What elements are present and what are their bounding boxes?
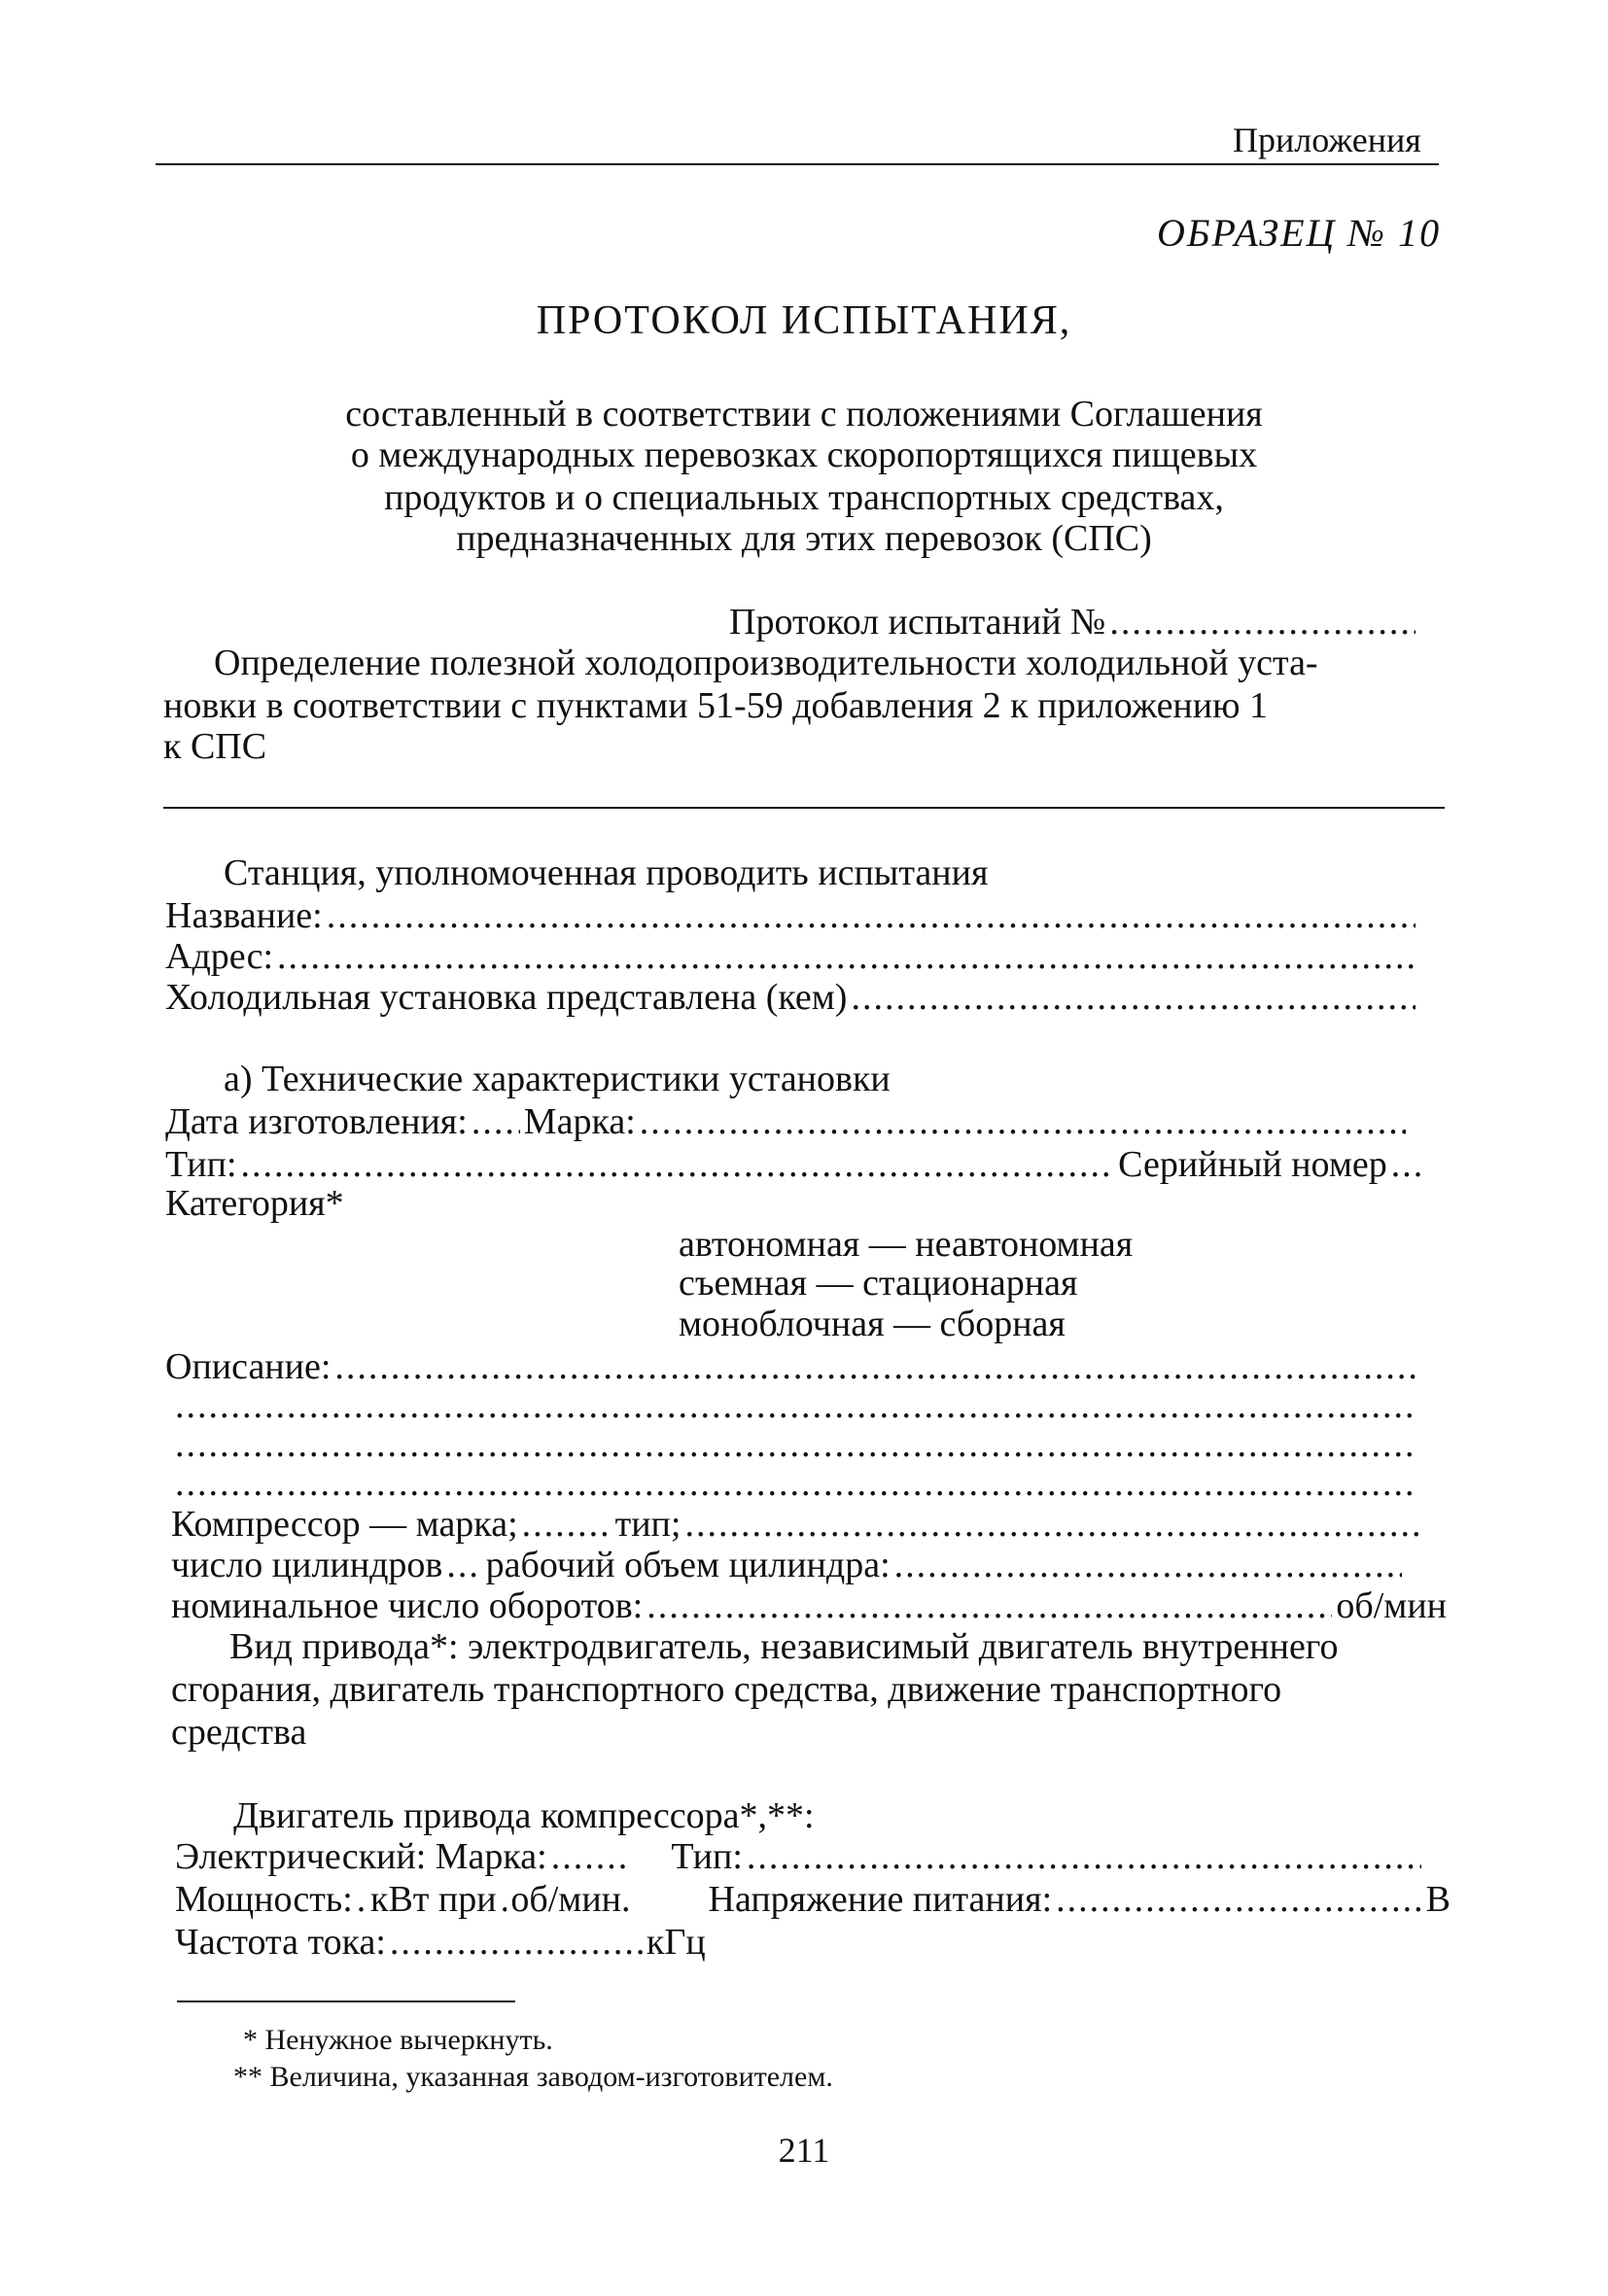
voltage-blank: [1056, 1878, 1422, 1921]
sample-number: ОБРАЗЕЦ № 10: [1157, 211, 1442, 255]
document-title: ПРОТОКОЛ ИСПЫТАНИЯ,: [536, 298, 1072, 343]
serial-blank: [1391, 1143, 1425, 1186]
description-blank-line: [171, 1384, 1419, 1427]
frequency-row: [175, 1921, 778, 1964]
subtitle-line: составленный в соответствии с положениями Соглашения: [345, 394, 1263, 435]
motor-type-label: Тип:: [671, 1836, 743, 1877]
description-row: [165, 1345, 1419, 1388]
volume-blank: [894, 1544, 1402, 1586]
station-heading: Станция, уполномоченная проводить испытания: [224, 852, 989, 893]
date-brand-row: [165, 1100, 1410, 1143]
electric-row: [175, 1835, 1425, 1878]
serial-label: Серийный номер: [1118, 1144, 1387, 1185]
type-label: Тип:: [165, 1144, 237, 1185]
category-option: автономная — неавтономная: [679, 1224, 1134, 1265]
drive-line: сгорания, двигатель транспортного средства, движение транспортного: [171, 1669, 1282, 1710]
cylinders-label: число цилиндров: [171, 1545, 443, 1585]
subtitle-line: продуктов и о специальных транспортных средствах,: [384, 477, 1224, 518]
rpm-row: [171, 1584, 1447, 1627]
footnote: * Ненужное вычеркнуть.: [243, 2024, 553, 2056]
rpm-unit: об/мин: [1336, 1585, 1447, 1626]
definition-line: к СПС: [163, 726, 267, 767]
frequency-unit: кГц: [646, 1922, 706, 1963]
motor-heading: Двигатель привода компрессора*,**:: [233, 1795, 815, 1836]
definition-line: Определение полезной холодопроизводительности холодильной уста-: [214, 643, 1318, 683]
description-label: Описание:: [165, 1346, 332, 1387]
type-blank: [241, 1143, 1115, 1186]
description-blank: [175, 1384, 1416, 1427]
station-name-blank: [327, 894, 1416, 937]
compressor-brand-blank: [522, 1503, 612, 1546]
date-label: Дата изготовления:: [165, 1101, 468, 1142]
category-option: съемная — стационарная: [679, 1263, 1078, 1304]
station-address-row: [165, 935, 1419, 978]
section-header: Приложения: [1233, 121, 1421, 159]
page-number: 211: [778, 2131, 830, 2170]
frequency-label: Частота тока:: [175, 1922, 386, 1963]
kw-at-label: кВт при: [369, 1879, 497, 1920]
station-address-blank: [277, 935, 1416, 978]
section-rule: [163, 807, 1445, 809]
date-blank: [472, 1100, 520, 1143]
presented-by-row: [165, 976, 1419, 1019]
description-blank-line: [171, 1462, 1419, 1505]
tech-heading: а) Технические характеристики установки: [224, 1059, 891, 1099]
footnote: ** Величина, указанная заводом-изготовителем.: [233, 2061, 833, 2093]
electric-brand-blank: [551, 1835, 629, 1878]
subtitle-line: о международных перевозках скоропортящихся пищевых: [350, 435, 1258, 475]
category-option: моноблочная — сборная: [679, 1304, 1066, 1344]
station-name-row: [165, 894, 1419, 937]
frequency-blank: [390, 1921, 643, 1964]
brand-label: Марка:: [523, 1101, 636, 1142]
voltage-unit: В: [1425, 1879, 1451, 1920]
brand-blank: [640, 1100, 1406, 1143]
presented-by-label: Холодильная установка представлена (кем): [165, 977, 848, 1018]
description-blank-line: [171, 1423, 1419, 1466]
station-name-label: Название:: [165, 895, 323, 936]
type-serial-row: [165, 1143, 1429, 1186]
cylinders-row: [171, 1544, 1406, 1586]
header-rule: [156, 163, 1439, 165]
drive-line: Вид привода*: электродвигатель, независимый двигатель внутреннего: [229, 1626, 1339, 1667]
compressor-row: [171, 1503, 1429, 1546]
protocol-number-label: Протокол испытаний №: [729, 602, 1106, 643]
footnote-rule: [177, 2000, 515, 2002]
description-blank: [334, 1345, 1416, 1388]
description-blank: [175, 1423, 1416, 1466]
station-address-label: Адрес:: [165, 936, 274, 977]
subtitle-line: предназначенных для этих перевозок (СПС): [456, 518, 1152, 559]
motor-rpm-unit: об/мин.: [510, 1879, 631, 1920]
definition-line: новки в соответствии с пунктами 51-59 добавления 2 к приложению 1: [163, 685, 1268, 726]
motor-type-blank: [747, 1835, 1421, 1878]
category-label: Категория*: [165, 1183, 344, 1224]
power-label: Мощность:: [175, 1879, 353, 1920]
rpm-blank: [647, 1584, 1332, 1627]
presented-by-blank: [851, 976, 1416, 1019]
drive-line: средства: [171, 1712, 307, 1753]
protocol-number-row: [729, 601, 1419, 644]
protocol-number-blank: [1109, 601, 1416, 644]
compressor-type-blank: [684, 1503, 1425, 1546]
compressor-type-label: тип;: [614, 1504, 682, 1545]
power-blank: [357, 1878, 367, 1921]
kw-rpm-blank: [501, 1878, 507, 1921]
description-blank: [175, 1462, 1416, 1505]
rpm-label: номинальное число оборотов:: [171, 1585, 644, 1626]
cylinders-blank: [446, 1544, 481, 1586]
power-row: [175, 1878, 1451, 1921]
compressor-brand-label: Компрессор — марка;: [171, 1504, 518, 1545]
voltage-label: Напряжение питания:: [708, 1879, 1053, 1920]
volume-label: рабочий объем цилиндра:: [485, 1545, 891, 1585]
electric-label: Электрический: Марка:: [175, 1836, 547, 1877]
